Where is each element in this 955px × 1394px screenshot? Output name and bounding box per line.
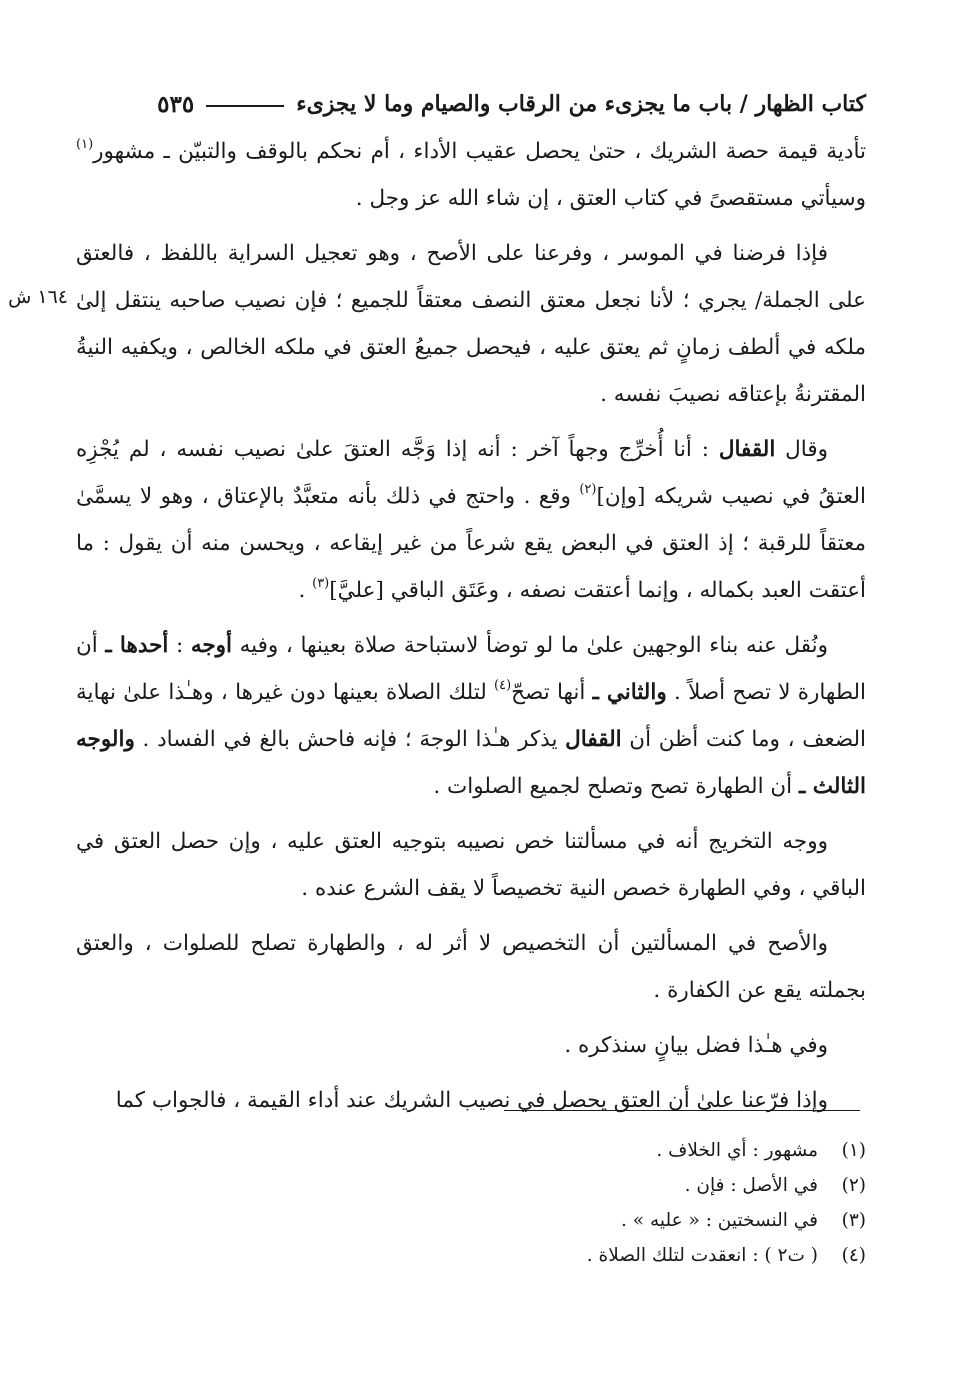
text-run: أنها تصحّ	[511, 680, 593, 705]
text-run: يذكر هـٰذا الوجهَ ؛ فإنه فاحش بالغ في الفساد .	[134, 727, 566, 752]
text-run: أن الطهارة لا تصح أصلاً .	[76, 633, 866, 705]
bold-term: أوجه	[190, 633, 233, 658]
page-number: ٥٣٥	[157, 90, 195, 118]
chapter-title: كتاب الظهار / باب ما يجزىء من الرقاب والصيام وما لا يجزىء	[296, 91, 866, 117]
footnote-marker: (٣)	[312, 575, 330, 591]
paragraph	[76, 230, 866, 418]
text-run: وقال	[775, 437, 828, 462]
paragraph	[76, 426, 866, 614]
footnote-text: في النسختين : « عليه » .	[620, 1210, 818, 1231]
footnote	[100, 1203, 866, 1238]
footnote-number: (١)	[841, 1140, 866, 1161]
footnote-marker: (٢)	[579, 481, 597, 497]
text-run: تأدية قيمة حصة الشريك ، حتىٰ يحصل عقيب الأداء ، أم نحكم بالوقف والتبيّن ـ مشهور	[93, 139, 866, 164]
paragraph	[76, 920, 866, 1014]
paragraph	[76, 1077, 866, 1124]
main-text	[76, 128, 866, 1124]
text-run: والأصح في المسألتين أن التخصيص لا أثر له ، والطهارة تصلح للصلوات ، والعتق بجملته يقع عن الكفارة .	[76, 931, 866, 1003]
bold-term: القفال	[718, 437, 776, 462]
text-run: فإذا فرضنا في الموسر ، وفرعنا على الأصح ، وهو تعجيل السراية باللفظ ، فالعتق على الجملة/ يجري ؛ لأنا نجعل معتق النصف معتقاً للجميع ؛ فإن نصيب صاحبه ينتقل إلىٰ ملكه في ألطف زمانٍ ثم يعتق عليه ، فيحصل جميعُ العتق في ملكه الخالص ، ويكفيه النيةُ المقترنةُ بإعتاقه نصيبَ نفسه .	[76, 241, 866, 407]
paragraph	[76, 622, 866, 810]
text-run: وسيأتي مستقصىً في كتاب العتق ، إن شاء الله عز وجل .	[355, 186, 866, 211]
paragraph	[76, 1022, 866, 1069]
paragraph	[76, 128, 866, 222]
text-run: وإذا فرّعنا علىٰ أن العتق يحصل في نصيب الشريك عند أداء القيمة ، فالجواب كما	[115, 1088, 828, 1113]
header-rule	[206, 105, 284, 107]
footnote	[100, 1238, 866, 1273]
text-run: : أنا أُخرِّج وجهاً آخر : أنه إذا وَجَّه العتقَ علىٰ نصيب نفسه ، لم يُجْزِه العتقُ في نصيب شريكه [وإن]	[76, 437, 866, 509]
text-run: وفي هـٰذا فضل بيانٍ سنذكره .	[564, 1033, 828, 1058]
running-header	[100, 82, 866, 126]
footnote-number: (٤)	[841, 1245, 866, 1266]
bold-term: القفال	[565, 727, 622, 752]
footnote-separator	[504, 1110, 860, 1111]
footnote-number: (٢)	[841, 1175, 866, 1196]
footnote	[100, 1133, 866, 1168]
bold-term: والثاني ـ	[592, 680, 667, 705]
footnote	[100, 1168, 866, 1203]
footnote-number: (٣)	[841, 1210, 866, 1231]
text-run: ووجه التخريج أنه في مسألتنا خص نصيبه بتوجيه العتق عليه ، وإن حصل العتق في الباقي ، وفي الطهارة خصص النية تخصيصاً لا يقف الشرع عنده .	[76, 829, 866, 901]
footnote-marker: (٤)	[494, 677, 512, 693]
margin-manuscript-ref: ١٦٤ ش	[8, 286, 68, 308]
text-run: .	[298, 578, 313, 603]
footnotes	[100, 1133, 866, 1273]
bold-term: والوجه الثالث ـ	[76, 727, 866, 799]
text-run: ونُقل عنه بناء الوجهين علىٰ ما لو توضأ لاستباحة صلاة بعينها ، وفيه	[232, 633, 828, 658]
footnote-text: مشهور : أي الخلاف .	[656, 1140, 818, 1161]
text-run: أن الطهارة تصح وتصلح لجميع الصلوات .	[433, 774, 799, 799]
footnote-marker: (١)	[76, 136, 94, 152]
footnote-text: ( ت٢ ) : انعقدت لتلك الصلاة .	[586, 1245, 818, 1266]
bold-term: أحدها ـ	[105, 633, 169, 658]
paragraph	[76, 818, 866, 912]
text-run: وقع . واحتج في ذلك بأنه متعبَّدٌ بالإعتاق ، وهو لا يسمَّىٰ معتقاً للرقبة ؛ إذ العتق في البعض يقع شرعاً من غير إيقاعه ، ويحسن منه أن يقول : ما أعتقت العبد بكماله ، وإنما أعتقت نصفه ، وعَتَق الباقي [عليَّ]	[76, 484, 866, 603]
text-run: لتلك الصلاة بعينها دون غيرها ، وهـٰذا علىٰ نهاية الضعف ، وما كنت أظن أن	[76, 680, 867, 752]
text-run: :	[168, 633, 191, 658]
footnote-text: في الأصل : فإن .	[684, 1175, 818, 1196]
